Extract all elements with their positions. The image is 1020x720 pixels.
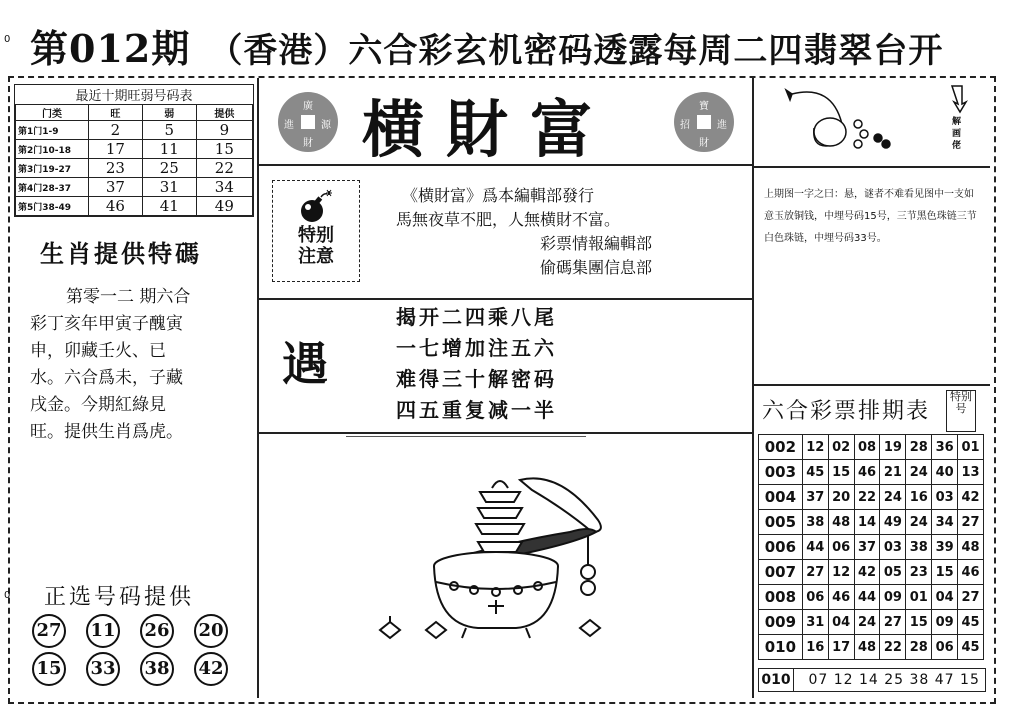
period-cell: 004 — [759, 485, 803, 510]
number-cell: 24 — [880, 485, 906, 510]
pick-ball: 27 — [32, 614, 66, 648]
schedule-title: 六合彩票排期表 — [762, 399, 931, 424]
hot-value: 46 — [89, 197, 143, 216]
pick-ball: 38 — [140, 652, 174, 686]
col-weak: 弱 — [142, 105, 196, 121]
table-row — [759, 535, 984, 560]
coin-right-bottom: 財 — [699, 138, 709, 149]
coin-right-icon — [674, 92, 734, 152]
bowl-illustration-icon — [370, 460, 640, 660]
number-cell: 38 — [906, 535, 932, 560]
table-row — [16, 121, 253, 140]
number-cell: 46 — [854, 460, 880, 485]
headline-title: （香港）六合彩玄机密码透露每周二四翡翠台开 — [208, 31, 944, 71]
history-table-box — [14, 84, 254, 217]
offer-value: 9 — [196, 121, 252, 140]
special-number-cell: 42 — [958, 485, 984, 510]
riddle-picture-icon — [772, 84, 912, 156]
number-cell: 15 — [828, 460, 854, 485]
period-cell: 005 — [759, 510, 803, 535]
number-cell: 01 — [906, 585, 932, 610]
picks-title: 正选号码提供 — [44, 585, 195, 610]
issue-suffix: 期 — [151, 26, 191, 71]
issue-number: 012 — [69, 26, 152, 71]
number-cell: 44 — [802, 535, 828, 560]
special-number-cell: 01 — [958, 435, 984, 460]
special-number-cell: 45 — [958, 610, 984, 635]
special-number-cell: 27 — [958, 510, 984, 535]
intro-line: 《横財富》爲本編輯部發行 — [402, 186, 595, 205]
number-cell: 46 — [828, 585, 854, 610]
number-cell: 12 — [802, 435, 828, 460]
number-cell: 24 — [906, 460, 932, 485]
zodiac-line: 申，卯藏壬火、已 — [30, 341, 166, 361]
number-cell: 42 — [854, 560, 880, 585]
meet-char: 遇 — [282, 337, 328, 391]
row-label: 第2门10-18 — [16, 140, 89, 159]
number-cell: 03 — [880, 535, 906, 560]
special-label: 特别号 — [946, 390, 976, 432]
poem-underline — [346, 432, 586, 437]
offer-value: 49 — [196, 197, 252, 216]
bomb-icon — [296, 189, 336, 225]
poem-line: 难得三十解密码 — [396, 367, 557, 391]
pick-ball: 33 — [86, 652, 120, 686]
special-number-cell: 46 — [958, 560, 984, 585]
hot-value: 37 — [89, 178, 143, 197]
coin-left-right: 源 — [321, 120, 331, 131]
number-cell: 48 — [828, 510, 854, 535]
period-cell: 002 — [759, 435, 803, 460]
period-cell: 006 — [759, 535, 803, 560]
poem-line: 四五重复减一半 — [396, 398, 557, 422]
coin-left-bottom: 財 — [303, 138, 313, 149]
coin-right-right: 進 — [717, 120, 727, 131]
offer-value: 22 — [196, 159, 252, 178]
notice-box — [272, 180, 360, 282]
number-cell: 20 — [828, 485, 854, 510]
number-cell: 24 — [906, 510, 932, 535]
number-cell: 22 — [854, 485, 880, 510]
table-row — [759, 460, 984, 485]
number-cell: 15 — [906, 610, 932, 635]
hot-value: 2 — [89, 121, 143, 140]
zodiac-line: 彩丁亥年甲寅子醜寅 — [30, 314, 183, 334]
number-cell: 45 — [802, 460, 828, 485]
zodiac-text — [30, 284, 240, 446]
number-cell: 02 — [828, 435, 854, 460]
divider-h5 — [754, 384, 990, 386]
intro-line: 偷碼集團信息部 — [540, 258, 653, 277]
footer-period: 010 — [759, 669, 794, 691]
number-cell: 12 — [828, 560, 854, 585]
divider-h4 — [754, 166, 990, 168]
zodiac-line: 水。六合爲未，子藏 — [30, 368, 183, 388]
number-cell: 40 — [932, 460, 958, 485]
col-hot: 旺 — [89, 105, 143, 121]
brand-title: 横財富 — [362, 93, 615, 166]
offer-value: 34 — [196, 178, 252, 197]
table-row — [16, 159, 253, 178]
coin-left-left: 進 — [284, 120, 294, 131]
period-cell: 009 — [759, 610, 803, 635]
row-label: 第5门38-49 — [16, 197, 89, 216]
table-row — [16, 140, 253, 159]
pointing-hand-icon — [948, 82, 970, 116]
table-row — [759, 610, 984, 635]
corner-mark-top: 0 — [4, 34, 11, 45]
number-cell: 04 — [932, 585, 958, 610]
number-cell: 06 — [802, 585, 828, 610]
number-cell: 05 — [880, 560, 906, 585]
zodiac-line: 戌金。今期紅綠見 — [30, 395, 166, 415]
table-row — [759, 435, 984, 460]
hot-value: 23 — [89, 159, 143, 178]
row-label: 第1门1-9 — [16, 121, 89, 140]
table-row — [759, 560, 984, 585]
poem — [396, 302, 557, 426]
number-cell: 04 — [828, 610, 854, 635]
number-cell: 23 — [906, 560, 932, 585]
hot-value: 17 — [89, 140, 143, 159]
special-number-cell: 45 — [958, 635, 984, 660]
period-cell: 010 — [759, 635, 803, 660]
pick-ball: 15 — [32, 652, 66, 686]
number-cell: 22 — [880, 635, 906, 660]
table-row — [16, 197, 253, 216]
special-number-cell: 27 — [958, 585, 984, 610]
history-table — [15, 104, 253, 216]
number-cell: 16 — [802, 635, 828, 660]
number-cell: 37 — [854, 535, 880, 560]
schedule-footer — [758, 668, 986, 692]
number-cell: 06 — [828, 535, 854, 560]
zodiac-line: 旺。提供生肖爲虎。 — [30, 422, 183, 442]
number-cell: 27 — [802, 560, 828, 585]
period-cell: 007 — [759, 560, 803, 585]
table-row — [759, 635, 984, 660]
period-cell: 003 — [759, 460, 803, 485]
number-cell: 16 — [906, 485, 932, 510]
pick-ball: 11 — [86, 614, 120, 648]
divider-left — [257, 78, 259, 698]
number-cell: 24 — [854, 610, 880, 635]
footer-numbers: 07 12 14 25 38 47 15 — [808, 672, 980, 688]
coin-left-top: 廣 — [303, 101, 313, 112]
number-cell: 19 — [880, 435, 906, 460]
number-cell: 39 — [932, 535, 958, 560]
number-cell: 36 — [932, 435, 958, 460]
number-cell: 48 — [854, 635, 880, 660]
riddle-label: 解画佬 — [952, 117, 962, 151]
schedule-table — [758, 434, 984, 660]
zodiac-line: 第零一二 期六合 — [66, 287, 191, 307]
table-row — [16, 178, 253, 197]
offer-value: 15 — [196, 140, 252, 159]
notice-title-line1: 特别 — [298, 225, 334, 246]
number-cell: 17 — [828, 635, 854, 660]
col-category: 门类 — [16, 105, 89, 121]
zodiac-title: 生肖提供特碼 — [40, 240, 202, 268]
row-label: 第3门19-27 — [16, 159, 89, 178]
weak-value: 11 — [142, 140, 196, 159]
page-headline — [30, 18, 1000, 71]
number-cell: 27 — [880, 610, 906, 635]
pick-ball: 20 — [194, 614, 228, 648]
corner-mark-bottom: 0 — [4, 590, 11, 601]
number-cell: 37 — [802, 485, 828, 510]
history-table-header — [16, 105, 253, 121]
number-cell: 38 — [802, 510, 828, 535]
intro-line: 馬無夜草不肥，人無横財不富。 — [396, 210, 621, 229]
divider-right — [752, 78, 754, 698]
number-cell: 03 — [932, 485, 958, 510]
number-cell: 09 — [880, 585, 906, 610]
coin-right-left: 招 — [680, 120, 690, 131]
special-number-cell: 13 — [958, 460, 984, 485]
row-label: 第4门28-37 — [16, 178, 89, 197]
number-cell: 21 — [880, 460, 906, 485]
number-cell: 49 — [880, 510, 906, 535]
weak-value: 5 — [142, 121, 196, 140]
notice-title-line2: 注意 — [298, 246, 334, 267]
poem-line: 揭开二四乘八尾 — [396, 305, 557, 329]
coin-right-top: 寶 — [699, 101, 709, 112]
table-row — [759, 510, 984, 535]
table-row — [759, 585, 984, 610]
weak-value: 41 — [142, 197, 196, 216]
number-cell: 06 — [932, 635, 958, 660]
divider-h2 — [259, 298, 752, 300]
number-cell: 14 — [854, 510, 880, 535]
history-table-title: 最近十期旺弱号码表 — [75, 89, 193, 104]
col-offer: 提供 — [196, 105, 252, 121]
coin-left-icon — [278, 92, 338, 152]
intro-block — [396, 184, 746, 280]
number-cell: 08 — [854, 435, 880, 460]
number-cell: 28 — [906, 635, 932, 660]
number-cell: 44 — [854, 585, 880, 610]
weak-value: 31 — [142, 178, 196, 197]
pick-ball: 42 — [194, 652, 228, 686]
table-row — [759, 485, 984, 510]
poem-line: 一七增加注五六 — [396, 336, 557, 360]
riddle-text: 上期图一字之曰：悬，谜者不难看见图中一支如意玉放铜钱，中埋号码15号，三节黑色珠链三节白色珠链，中埋号码33号。 — [764, 189, 977, 244]
pick-ball: 26 — [140, 614, 174, 648]
number-cell: 31 — [802, 610, 828, 635]
number-cell: 28 — [906, 435, 932, 460]
special-number-cell: 48 — [958, 535, 984, 560]
period-cell: 008 — [759, 585, 803, 610]
number-cell: 15 — [932, 560, 958, 585]
number-cell: 09 — [932, 610, 958, 635]
weak-value: 25 — [142, 159, 196, 178]
number-cell: 34 — [932, 510, 958, 535]
intro-line: 彩票情報編輯部 — [540, 234, 653, 253]
issue-prefix: 第 — [30, 26, 70, 71]
